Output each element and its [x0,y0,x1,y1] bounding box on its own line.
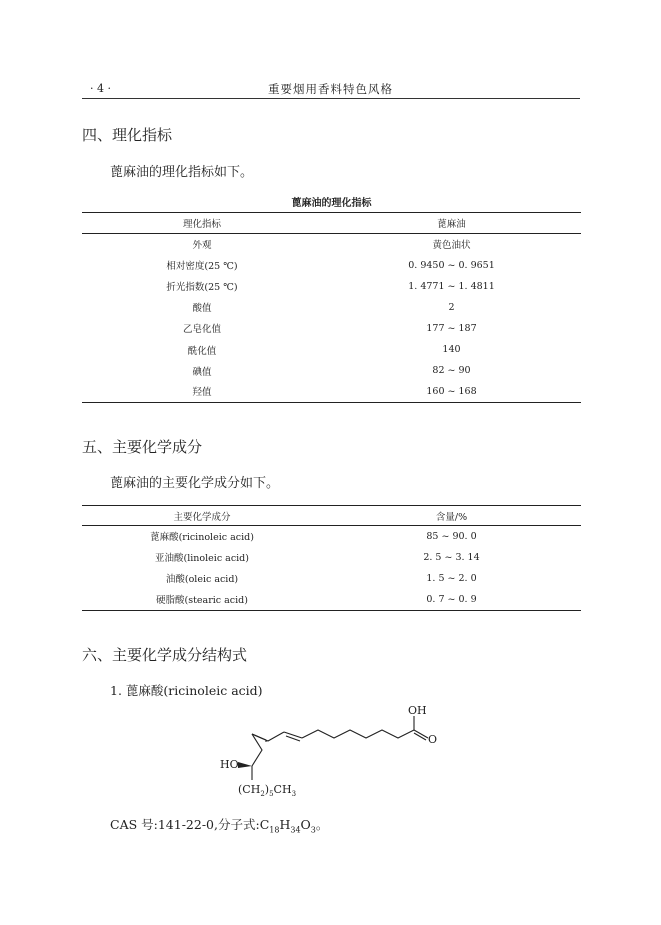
table-cell: 油酸(oleic acid) [165,574,239,586]
table-cell: 0. 7 ~ 0. 9 [426,593,477,605]
section-heading-structures: 六、主要化学成分结构式 [82,646,248,664]
section-heading-components: 五、主要化学成分 [82,438,203,456]
table-row [82,589,581,610]
table-cell: 85 ~ 90. 0 [426,530,477,542]
table-row [82,568,581,589]
table-header-row [82,506,581,526]
table-header-row [82,213,581,234]
table-row [82,255,581,276]
bond-chain-lower [252,734,262,766]
table-cell: 1. 5 ~ 2. 0 [426,572,477,584]
table-cell: 酰化值 [187,345,217,357]
table-row [82,381,581,402]
cas-formula-line: CAS 号:141-22-0,分子式$:C_{18}H_{34}O_3$。 [110,817,329,835]
table-cell: 碘值 [192,366,212,378]
bond-chain-upper [302,730,414,738]
table-cell: 羟值 [192,387,212,399]
carboxyl-o-label: O [428,733,438,746]
table-row [82,547,581,568]
ricinoleic-acid-structure [200,700,460,810]
hydroxyl-label: HO [220,758,239,771]
table-row [82,339,581,360]
physicochemical-table [82,212,581,403]
running-header-title: 重要烟用香料特色风格 [268,82,393,96]
table-cell: 82 ~ 90 [432,365,471,377]
wedge-bond [238,762,252,768]
table-caption: 蓖麻油的理化指标 [291,198,372,209]
column-header: 含量/% [435,511,468,523]
table-cell: 外观 [192,240,212,252]
table-cell: 黄色油状 [432,240,471,252]
table-cell: 2. 5 ~ 3. 14 [423,551,480,563]
table-cell: 160 ~ 168 [426,385,477,397]
table-cell: 乙皂化值 [182,324,221,336]
carbon-skeleton [252,716,428,766]
section-heading-physicochemical: 四、理化指标 [82,126,173,144]
column-header: 理化指标 [182,219,221,230]
table-cell: 0. 9450 ~ 0. 9651 [408,259,495,271]
section4-intro: 蓖麻油的理化指标如下。 [110,165,254,180]
table-cell: 2 [448,301,455,313]
table-cell: 酸值 [192,303,212,315]
table-row [82,360,581,381]
table-row [82,234,581,255]
table-cell: 140 [442,344,461,356]
table-row [82,526,581,547]
structure-item-title: 1. 蓖麻酸(ricinoleic acid) [110,683,263,698]
table-row [82,297,581,318]
table-cell: 折光指数(25 ℃) [166,282,238,294]
table-cell: 蓖麻酸(ricinoleic acid) [150,532,254,544]
column-header: 蓖麻油 [437,219,466,230]
table-cell: 相对密度(25 ℃) [166,261,238,273]
table-row [82,276,581,297]
table-cell: 177 ~ 187 [426,322,477,334]
bond-c11-c10 [252,732,284,741]
column-header: 主要化学成分 [173,511,231,523]
section5-intro: 蓖麻油的主要化学成分如下。 [110,476,280,491]
double-bond [284,732,302,738]
table-cell: 亚油酸(linoleic acid) [155,553,249,565]
table-row [82,318,581,339]
table-cell: 1. 4771 ~ 1. 4811 [408,280,495,292]
table-cell: 硬脂酸(stearic acid) [156,595,248,607]
carboxyl-oh-label: OH [408,704,427,717]
alkyl-chain-label: $(CH_2)_5CH_3$ [238,783,297,798]
page-number: · 4 · [90,82,111,95]
header-rule [82,98,580,99]
components-table [82,505,581,611]
